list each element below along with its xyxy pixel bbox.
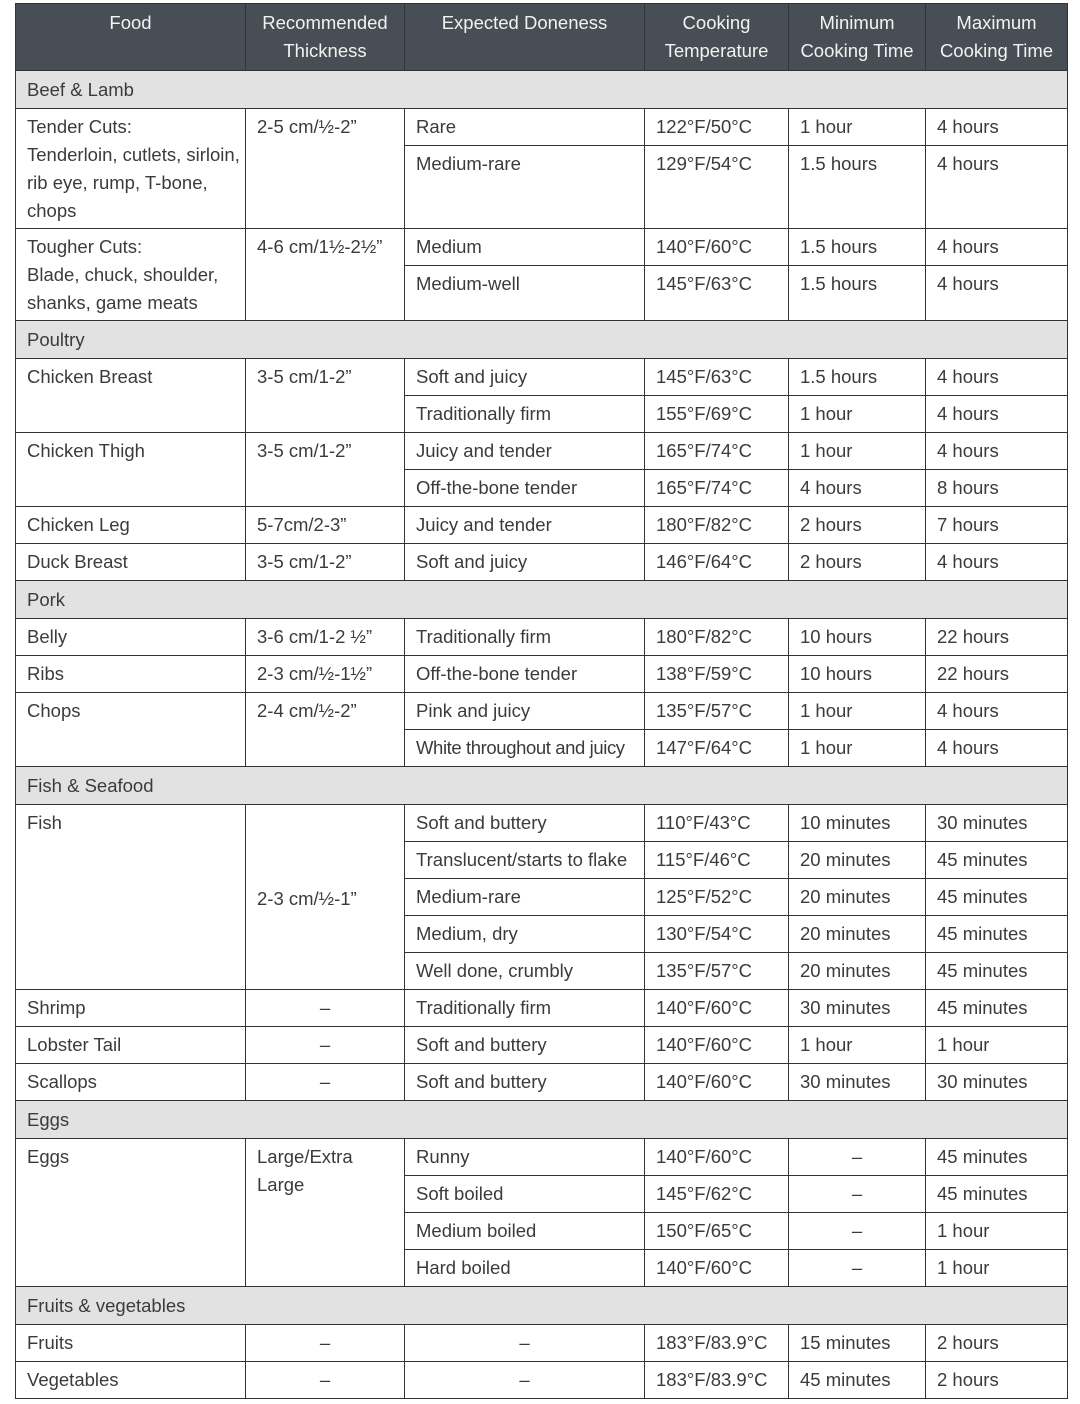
temperature-cell: 140°F/60°C [645, 1250, 789, 1287]
max-time-cell: 7 hours [926, 507, 1068, 544]
min-time-cell: 1 hour [789, 693, 926, 730]
max-time-cell: 45 minutes [926, 953, 1068, 990]
table-row [16, 229, 1068, 266]
temperature-cell: 140°F/60°C [645, 229, 789, 266]
temperature-cell: 146°F/64°C [645, 544, 789, 581]
temperature-cell: 150°F/65°C [645, 1213, 789, 1250]
min-time-cell: 1.5 hours [789, 266, 926, 321]
thickness-cell: – [246, 990, 405, 1027]
temperature-cell: 180°F/82°C [645, 507, 789, 544]
min-time-cell: 1.5 hours [789, 146, 926, 229]
temperature-cell: 138°F/59°C [645, 656, 789, 693]
food-description: Tenderloin, cutlets, sirloin, rib eye, rump, T-bone, chops [27, 144, 240, 221]
food-cell: Fish [16, 805, 246, 990]
food-cell: Chicken Breast [16, 359, 246, 433]
table-row [16, 109, 1068, 146]
doneness-cell: – [405, 1362, 645, 1399]
temperature-cell: 110°F/43°C [645, 805, 789, 842]
temperature-cell: 165°F/74°C [645, 433, 789, 470]
section-title: Pork [16, 581, 1068, 619]
max-time-cell: 45 minutes [926, 916, 1068, 953]
min-time-cell: 2 hours [789, 544, 926, 581]
thickness-cell: 2-5 cm/½-2” [246, 109, 405, 229]
max-time-cell: 4 hours [926, 359, 1068, 396]
temperature-cell: 145°F/63°C [645, 359, 789, 396]
table-row [16, 805, 1068, 842]
food-cell: Chops [16, 693, 246, 767]
max-time-cell: 30 minutes [926, 1064, 1068, 1101]
thickness-cell: 5-7cm/2-3” [246, 507, 405, 544]
table-row [16, 359, 1068, 396]
temperature-cell: 165°F/74°C [645, 470, 789, 507]
max-time-cell: 4 hours [926, 396, 1068, 433]
max-time-cell: 45 minutes [926, 842, 1068, 879]
col-header-doneness: Expected Doneness [405, 4, 645, 71]
temperature-cell: 183°F/83.9°C [645, 1362, 789, 1399]
doneness-cell: Traditionally firm [405, 619, 645, 656]
thickness-cell: 3-5 cm/1-2” [246, 359, 405, 433]
temperature-cell: 145°F/62°C [645, 1176, 789, 1213]
sous-vide-cooking-table [15, 3, 1068, 1399]
section-title: Fish & Seafood [16, 767, 1068, 805]
section-title: Fruits & vegetables [16, 1287, 1068, 1325]
max-time-cell: 4 hours [926, 730, 1068, 767]
min-time-cell: 30 minutes [789, 990, 926, 1027]
temperature-cell: 135°F/57°C [645, 693, 789, 730]
temperature-cell: 129°F/54°C [645, 146, 789, 229]
min-time-cell: 10 minutes [789, 805, 926, 842]
doneness-cell: Juicy and tender [405, 507, 645, 544]
thickness-cell: 4-6 cm/1½-2½” [246, 229, 405, 321]
temperature-cell: 147°F/64°C [645, 730, 789, 767]
min-time-cell: 45 minutes [789, 1362, 926, 1399]
temperature-cell: 183°F/83.9°C [645, 1325, 789, 1362]
table-row [16, 693, 1068, 730]
max-time-cell: 1 hour [926, 1213, 1068, 1250]
food-cell: Vegetables [16, 1362, 246, 1399]
min-time-cell: 1 hour [789, 1027, 926, 1064]
col-header-food: Food [16, 4, 246, 71]
doneness-cell: Hard boiled [405, 1250, 645, 1287]
header-row [16, 4, 1068, 71]
max-time-cell: 30 minutes [926, 805, 1068, 842]
min-time-cell: – [789, 1176, 926, 1213]
min-time-cell: 20 minutes [789, 842, 926, 879]
section-title: Poultry [16, 321, 1068, 359]
food-label: Tougher Cuts: [27, 236, 143, 257]
doneness-cell: Soft and buttery [405, 1064, 645, 1101]
max-time-cell: 4 hours [926, 229, 1068, 266]
food-cell [16, 229, 246, 321]
min-time-cell: – [789, 1139, 926, 1176]
max-time-cell: 1 hour [926, 1250, 1068, 1287]
food-cell: Duck Breast [16, 544, 246, 581]
doneness-cell: Soft and buttery [405, 1027, 645, 1064]
temperature-cell: 115°F/46°C [645, 842, 789, 879]
max-time-cell: 4 hours [926, 693, 1068, 730]
food-cell [16, 109, 246, 229]
doneness-cell: Soft and juicy [405, 544, 645, 581]
food-description: Blade, chuck, shoulder, shanks, game meats [27, 264, 219, 313]
thickness-cell: 3-6 cm/1-2 ½” [246, 619, 405, 656]
doneness-cell: – [405, 1325, 645, 1362]
max-time-cell: 45 minutes [926, 879, 1068, 916]
min-time-cell: 4 hours [789, 470, 926, 507]
min-time-cell: 20 minutes [789, 879, 926, 916]
table-row [16, 990, 1068, 1027]
max-time-cell: 45 minutes [926, 1176, 1068, 1213]
section-title: Beef & Lamb [16, 71, 1068, 109]
thickness-cell: – [246, 1362, 405, 1399]
max-time-cell: 22 hours [926, 656, 1068, 693]
max-time-cell: 4 hours [926, 433, 1068, 470]
min-time-cell: 30 minutes [789, 1064, 926, 1101]
section-title: Eggs [16, 1101, 1068, 1139]
food-cell: Lobster Tail [16, 1027, 246, 1064]
doneness-cell: Medium, dry [405, 916, 645, 953]
section-header [16, 321, 1068, 359]
temperature-cell: 140°F/60°C [645, 990, 789, 1027]
temperature-cell: 155°F/69°C [645, 396, 789, 433]
table-row [16, 507, 1068, 544]
doneness-cell: Well done, crumbly [405, 953, 645, 990]
doneness-cell: Off-the-bone tender [405, 656, 645, 693]
doneness-cell: Translucent/starts to flake [405, 842, 645, 879]
doneness-cell: Traditionally firm [405, 990, 645, 1027]
table-row [16, 433, 1068, 470]
max-time-cell: 1 hour [926, 1027, 1068, 1064]
max-time-cell: 4 hours [926, 266, 1068, 321]
thickness-cell: Large/Extra Large [246, 1139, 405, 1287]
thickness-cell: 3-5 cm/1-2” [246, 433, 405, 507]
doneness-cell: Traditionally firm [405, 396, 645, 433]
max-time-cell: 2 hours [926, 1325, 1068, 1362]
temperature-cell: 122°F/50°C [645, 109, 789, 146]
col-header-thickness: Recommended Thickness [246, 4, 405, 71]
section-header [16, 1287, 1068, 1325]
food-cell: Belly [16, 619, 246, 656]
doneness-cell: Runny [405, 1139, 645, 1176]
min-time-cell: 1 hour [789, 109, 926, 146]
max-time-cell: 45 minutes [926, 990, 1068, 1027]
min-time-cell: 1.5 hours [789, 229, 926, 266]
thickness-cell: – [246, 1064, 405, 1101]
temperature-cell: 140°F/60°C [645, 1064, 789, 1101]
doneness-cell: Soft and buttery [405, 805, 645, 842]
doneness-cell: Medium-well [405, 266, 645, 321]
food-cell: Shrimp [16, 990, 246, 1027]
thickness-cell: 2-3 cm/½-1” [246, 805, 405, 990]
min-time-cell: – [789, 1250, 926, 1287]
section-header [16, 581, 1068, 619]
section-header [16, 767, 1068, 805]
temperature-cell: 145°F/63°C [645, 266, 789, 321]
food-cell: Chicken Leg [16, 507, 246, 544]
section-header [16, 71, 1068, 109]
table-row [16, 1064, 1068, 1101]
food-cell: Scallops [16, 1064, 246, 1101]
food-cell: Eggs [16, 1139, 246, 1287]
food-cell: Ribs [16, 656, 246, 693]
min-time-cell: – [789, 1213, 926, 1250]
max-time-cell: 45 minutes [926, 1139, 1068, 1176]
doneness-cell: White throughout and juicy [405, 730, 645, 767]
doneness-cell: Medium [405, 229, 645, 266]
min-time-cell: 15 minutes [789, 1325, 926, 1362]
min-time-cell: 10 hours [789, 619, 926, 656]
max-time-cell: 4 hours [926, 544, 1068, 581]
table-row [16, 619, 1068, 656]
section-header [16, 1101, 1068, 1139]
max-time-cell: 4 hours [926, 146, 1068, 229]
max-time-cell: 4 hours [926, 109, 1068, 146]
min-time-cell: 10 hours [789, 656, 926, 693]
max-time-cell: 2 hours [926, 1362, 1068, 1399]
min-time-cell: 1.5 hours [789, 359, 926, 396]
temperature-cell: 135°F/57°C [645, 953, 789, 990]
temperature-cell: 130°F/54°C [645, 916, 789, 953]
col-header-max-time: Maximum Cooking Time [926, 4, 1068, 71]
thickness-cell: 2-3 cm/½-1½” [246, 656, 405, 693]
thickness-cell: – [246, 1027, 405, 1064]
doneness-cell: Pink and juicy [405, 693, 645, 730]
min-time-cell: 20 minutes [789, 916, 926, 953]
min-time-cell: 1 hour [789, 396, 926, 433]
doneness-cell: Medium boiled [405, 1213, 645, 1250]
thickness-cell: 3-5 cm/1-2” [246, 544, 405, 581]
col-header-min-time: Minimum Cooking Time [789, 4, 926, 71]
food-label: Tender Cuts: [27, 116, 132, 137]
food-cell: Chicken Thigh [16, 433, 246, 507]
min-time-cell: 2 hours [789, 507, 926, 544]
doneness-cell: Off-the-bone tender [405, 470, 645, 507]
food-cell: Fruits [16, 1325, 246, 1362]
max-time-cell: 22 hours [926, 619, 1068, 656]
table-row [16, 544, 1068, 581]
table-row [16, 1362, 1068, 1399]
temperature-cell: 180°F/82°C [645, 619, 789, 656]
max-time-cell: 8 hours [926, 470, 1068, 507]
table-row [16, 1027, 1068, 1064]
doneness-cell: Soft and juicy [405, 359, 645, 396]
thickness-cell: – [246, 1325, 405, 1362]
min-time-cell: 1 hour [789, 433, 926, 470]
temperature-cell: 125°F/52°C [645, 879, 789, 916]
col-header-temperature: Cooking Temperature [645, 4, 789, 71]
min-time-cell: 20 minutes [789, 953, 926, 990]
min-time-cell: 1 hour [789, 730, 926, 767]
doneness-cell: Medium-rare [405, 879, 645, 916]
doneness-cell: Juicy and tender [405, 433, 645, 470]
table-row [16, 656, 1068, 693]
temperature-cell: 140°F/60°C [645, 1027, 789, 1064]
table-row [16, 1139, 1068, 1176]
doneness-cell: Soft boiled [405, 1176, 645, 1213]
doneness-cell: Medium-rare [405, 146, 645, 229]
temperature-cell: 140°F/60°C [645, 1139, 789, 1176]
doneness-cell: Rare [405, 109, 645, 146]
table-row [16, 1325, 1068, 1362]
thickness-cell: 2-4 cm/½-2” [246, 693, 405, 767]
